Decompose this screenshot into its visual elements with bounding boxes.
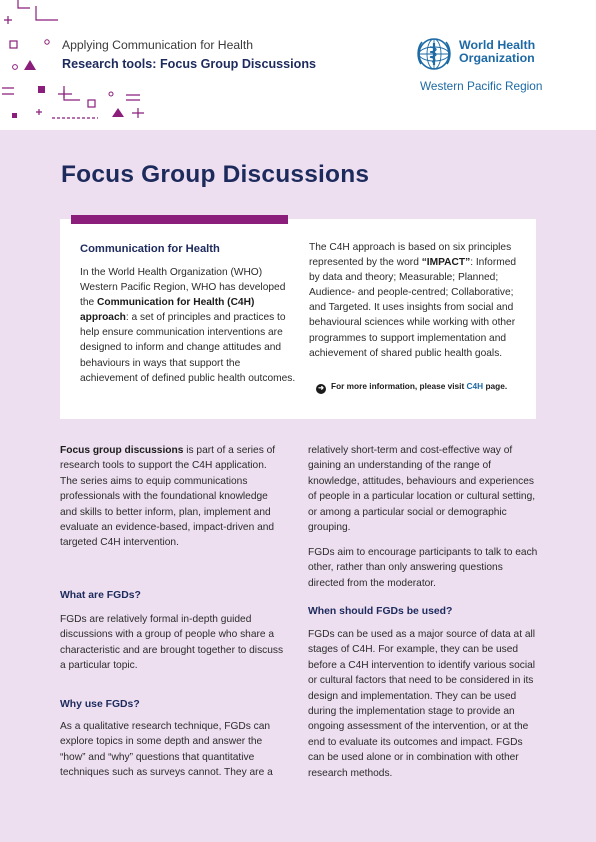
c4h-left-rest: : a set of principles and practices to help ensure communication interventions are designed to inform and change attitudes and behaviours in ways that support the achievement of defined public health outcomes. <box>80 312 296 384</box>
c4h-right-rest: : Informed by data and theory; Measurable; Planned; Audience- and people-centred; Collaborative; and Targeted. It uses insights from social and behavioural sciences while working with other programmes to support implementation and achievement of shared public health goals. <box>309 257 517 359</box>
page-title: Focus Group Discussions <box>61 161 370 188</box>
c4h-info-card <box>60 219 536 419</box>
who-name <box>459 39 535 65</box>
why-continued-text: relatively short-term and cost-effective way of gaining an understanding of the range of knowledge, attitudes, behaviours and experiences of people in a particular location or cultural setting, or among a particular social or demographic grouping. <box>308 445 536 534</box>
more-info-prefix: For more information, please visit <box>331 381 467 391</box>
who-name-line2: Organization <box>459 51 535 65</box>
c4h-card-right-text <box>309 240 523 361</box>
aim-text: FGDs aim to encourage participants to talk to each other, rather than only answering questions directed from the moderator. <box>308 547 538 589</box>
c4h-card-left-text <box>80 265 296 386</box>
series-title: Research tools: Focus Group Discussions <box>62 57 317 71</box>
arrow-right-circle-icon: ➜ <box>316 384 326 394</box>
who-logo <box>414 34 544 96</box>
intro-text: is part of a series of research tools to support the C4H application. The series aims to equip communications professionals with the foundational knowledge and skills to better inform, plan, implement and evaluate an evidence-based, impact-driven and targeted C4H intervention. <box>60 445 276 549</box>
c4h-right-bold: “IMPACT” <box>421 257 471 269</box>
more-info-suffix: page. <box>483 381 508 391</box>
intro-paragraph <box>60 443 285 551</box>
c4h-left-bold: Communication for Health (C4H) approach <box>80 297 255 324</box>
page-header <box>0 0 596 130</box>
who-emblem-icon <box>414 34 454 74</box>
more-info-line <box>316 381 507 394</box>
why-text: As a qualitative research technique, FGDs can explore topics in some depth and answer the “how” and “why” questions that quantitative techniques such as surveys cannot. They are a <box>60 721 273 779</box>
why-heading: Why use FGDs? <box>60 699 140 710</box>
card-accent-bar <box>71 215 288 224</box>
who-region: Western Pacific Region <box>420 79 543 93</box>
when-text: FGDs can be used as a major source of data at all stages of C4H. For example, they can be used before a C4H intervention to identify various social or cultural factors that need to be considered in its design and implementation. They can be used during the implementation stage to provide an ongoing assessment of the intervention, or at the end to evaluate its outcomes and impact. FGDs can be used alone or in combination with other research methods. <box>308 629 536 779</box>
when-heading: When should FGDs be used? <box>308 606 453 617</box>
what-heading: What are FGDs? <box>60 590 141 601</box>
c4h-right-intro: The C4H approach is based on six principles represented by the word <box>309 242 512 269</box>
who-name-line1: World Health <box>459 38 536 52</box>
c4h-card-title: Communication for Health <box>80 243 220 255</box>
intro-bold: Focus group discussions <box>60 445 184 456</box>
kicker-text: Applying Communication for Health <box>62 38 254 52</box>
what-text: FGDs are relatively formal in-depth guided discussions with a group of people who share a characteristic and are brought together to discuss a particular topic. <box>60 614 284 672</box>
c4h-page-link[interactable]: C4H <box>466 381 484 391</box>
c4h-left-intro: In the World Health Organization (WHO) Western Pacific Region, WHO has developed the <box>80 267 286 309</box>
